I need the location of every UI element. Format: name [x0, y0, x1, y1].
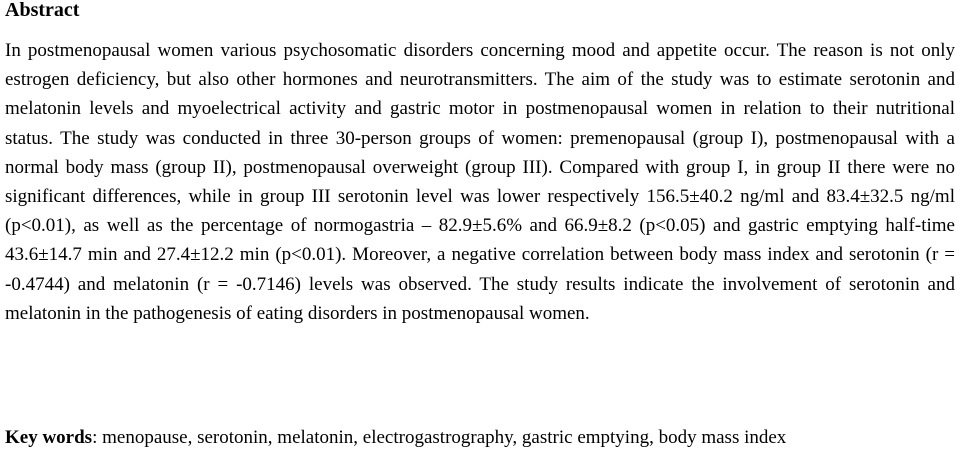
keywords-label: Key words — [5, 427, 93, 448]
keywords-line — [5, 426, 955, 450]
keywords-text: menopause, serotonin, melatonin, electrogastrography, gastric emptying, body mass index — [102, 427, 787, 448]
paper-page — [5, 0, 955, 448]
abstract-text: In postmenopausal women various psychosomatic disorders concerning mood and appetite occur. The reason is not only estrogen deficiency, but also other hormones and neurotransmitters. The aim of the study was to estimate serotonin and melatonin levels and myoelectrical activity and gastric motor in postmenopausal women in relation to their nutritional status. The study was conducted in three 30-person groups of women: premenopausal (group I), postmenopausal with a normal body mass (group II), postmenopausal overweight (group III). Compared with group I, in group II there were no significant differences, while in group III serotonin level was lower respectively 156.5±40.2 ng/ml and 83.4±32.5 ng/ml (p<0.01), as well as the percentage of normogastria – 82.9±5.6% and 66.9±8.2 (p<0.05) and gastric emptying half-time 43.6±14.7 min and 27.4±12.2 min (p<0.01). Moreover, a negative correlation between body mass index and serotonin (r = -0.4744) and melatonin (r = -0.7146) levels was observed. The study results indicate the involvement of serotonin and melatonin in the pathogenesis of eating disorders in postmenopausal women. — [5, 40, 955, 324]
keywords-separator: : — [92, 427, 103, 448]
abstract-heading: Abstract — [5, 0, 80, 21]
